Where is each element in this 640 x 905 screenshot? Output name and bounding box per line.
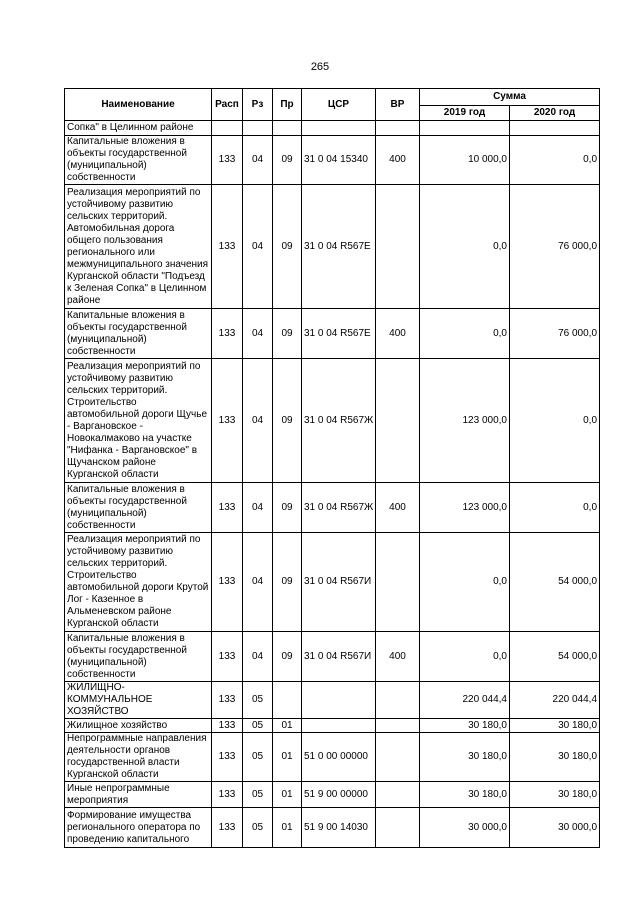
table-row: [65, 719, 600, 733]
cell-name: Жилищное хозяйство: [65, 719, 212, 733]
table-row: [65, 483, 600, 533]
cell-rz: 05: [243, 733, 273, 782]
cell-rz: 04: [243, 632, 273, 682]
cell-vr: 400: [376, 632, 420, 682]
budget-table: [64, 88, 600, 848]
cell-pr: 09: [273, 185, 302, 309]
cell-2019: 123 000,0: [420, 359, 510, 483]
page-number: 265: [310, 61, 330, 73]
cell-name: ЖИЛИЩНО-КОММУНАЛЬНОЕ ХОЗЯЙСТВО: [65, 682, 212, 719]
header-name: Наименование: [65, 89, 212, 121]
table-row: [65, 121, 600, 136]
cell-rasp: 133: [212, 533, 243, 632]
cell-rasp: 133: [212, 682, 243, 719]
cell-rasp: 133: [212, 483, 243, 533]
table-row: [65, 136, 600, 185]
cell-2020: 0,0: [510, 483, 600, 533]
cell-csr: [302, 682, 376, 719]
cell-rz: 05: [243, 782, 273, 808]
cell-2019: 220 044,4: [420, 682, 510, 719]
cell-name: Формирование имущества регионального оператора по проведению капитального: [65, 808, 212, 848]
cell-rasp: 133: [212, 733, 243, 782]
cell-vr: 400: [376, 483, 420, 533]
cell-rz: 04: [243, 185, 273, 309]
cell-rasp: 133: [212, 185, 243, 309]
cell-csr: 51 9 00 00000: [302, 782, 376, 808]
cell-2020: 30 000,0: [510, 808, 600, 848]
table-row: [65, 359, 600, 483]
cell-2020: 76 000,0: [510, 185, 600, 309]
cell-rasp: 133: [212, 782, 243, 808]
cell-pr: 01: [273, 808, 302, 848]
cell-2019: 30 180,0: [420, 719, 510, 733]
cell-rasp: 133: [212, 136, 243, 185]
header-vr: ВР: [376, 89, 420, 121]
cell-pr: 09: [273, 632, 302, 682]
cell-rasp: 133: [212, 719, 243, 733]
table-body: [65, 121, 600, 848]
cell-name: Капитальные вложения в объекты государственной (муниципальной) собственности: [65, 136, 212, 185]
table-row: [65, 185, 600, 309]
cell-2020: 30 180,0: [510, 782, 600, 808]
header-pr: Пр: [273, 89, 302, 121]
cell-csr: 31 0 04 R567Ж: [302, 359, 376, 483]
cell-pr: 09: [273, 309, 302, 359]
cell-pr: 01: [273, 782, 302, 808]
cell-vr: 400: [376, 309, 420, 359]
cell-rasp: [212, 121, 243, 136]
header-row: [65, 89, 600, 106]
header-csr: ЦСР: [302, 89, 376, 121]
cell-rz: 04: [243, 136, 273, 185]
cell-csr: 31 0 04 R567И: [302, 632, 376, 682]
cell-csr: 31 0 04 15340: [302, 136, 376, 185]
cell-pr: 09: [273, 533, 302, 632]
cell-2020: [510, 121, 600, 136]
cell-name: Иные непрограммные мероприятия: [65, 782, 212, 808]
table-row: [65, 682, 600, 719]
cell-csr: 51 0 00 00000: [302, 733, 376, 782]
cell-2019: 123 000,0: [420, 483, 510, 533]
cell-pr: 09: [273, 483, 302, 533]
cell-2020: 30 180,0: [510, 719, 600, 733]
cell-name: Реализация мероприятий по устойчивому развитию сельских территорий. Строительство автомобильной дороги Щучье - Варгановское - Новокалмаково на участке "Нифанка - Варгановское" в Щучанском районе Курганской области: [65, 359, 212, 483]
cell-vr: [376, 533, 420, 632]
header-rasp: Расп: [212, 89, 243, 121]
cell-csr: 31 0 04 R567Е: [302, 309, 376, 359]
cell-rasp: 133: [212, 632, 243, 682]
cell-rz: 05: [243, 808, 273, 848]
header-2019: 2019 год: [420, 106, 510, 121]
header-rz: Рз: [243, 89, 273, 121]
table-row: [65, 733, 600, 782]
cell-vr: [376, 719, 420, 733]
cell-2020: 54 000,0: [510, 533, 600, 632]
cell-csr: [302, 719, 376, 733]
cell-name: Капитальные вложения в объекты государственной (муниципальной) собственности: [65, 483, 212, 533]
cell-pr: 01: [273, 719, 302, 733]
cell-2020: 0,0: [510, 359, 600, 483]
table-row: [65, 309, 600, 359]
cell-csr: 51 9 00 14030: [302, 808, 376, 848]
cell-rasp: 133: [212, 309, 243, 359]
cell-csr: 31 0 04 R567Е: [302, 185, 376, 309]
cell-vr: [376, 782, 420, 808]
cell-rz: 04: [243, 359, 273, 483]
cell-2020: 0,0: [510, 136, 600, 185]
cell-vr: [376, 185, 420, 309]
cell-csr: 31 0 04 R567Ж: [302, 483, 376, 533]
cell-csr: [302, 121, 376, 136]
cell-vr: [376, 808, 420, 848]
cell-rasp: 133: [212, 359, 243, 483]
cell-2019: 30 000,0: [420, 808, 510, 848]
cell-name: Реализация мероприятий по устойчивому развитию сельских территорий. Строительство автомобильной дороги Крутой Лог - Казенное в Альменевском районе Курганской области: [65, 533, 212, 632]
cell-vr: [376, 359, 420, 483]
cell-2019: 0,0: [420, 533, 510, 632]
cell-vr: [376, 682, 420, 719]
cell-vr: 400: [376, 136, 420, 185]
cell-2019: 10 000,0: [420, 136, 510, 185]
table-row: [65, 808, 600, 848]
cell-rz: 05: [243, 682, 273, 719]
cell-name: Сопка" в Целинном районе: [65, 121, 212, 136]
cell-name: Непрограммные направления деятельности органов государственной власти Курганской области: [65, 733, 212, 782]
cell-2020: 54 000,0: [510, 632, 600, 682]
cell-pr: [273, 121, 302, 136]
cell-csr: 31 0 04 R567И: [302, 533, 376, 632]
cell-rz: 04: [243, 309, 273, 359]
cell-name: Капитальные вложения в объекты государственной (муниципальной) собственности: [65, 632, 212, 682]
cell-pr: 09: [273, 136, 302, 185]
header-2020: 2020 год: [510, 106, 600, 121]
cell-2019: 30 180,0: [420, 782, 510, 808]
cell-2020: 30 180,0: [510, 733, 600, 782]
cell-2019: 30 180,0: [420, 733, 510, 782]
cell-2020: 220 044,4: [510, 682, 600, 719]
cell-2019: 0,0: [420, 309, 510, 359]
cell-name: Капитальные вложения в объекты государственной (муниципальной) собственности: [65, 309, 212, 359]
cell-rz: 04: [243, 483, 273, 533]
cell-vr: [376, 121, 420, 136]
cell-pr: 09: [273, 359, 302, 483]
cell-rasp: 133: [212, 808, 243, 848]
cell-2019: 0,0: [420, 185, 510, 309]
table-row: [65, 632, 600, 682]
cell-pr: 01: [273, 733, 302, 782]
table-row: [65, 782, 600, 808]
cell-pr: [273, 682, 302, 719]
cell-name: Реализация мероприятий по устойчивому развитию сельских территорий. Автомобильная дорога общего пользования регионального или межмуниципального значения Курганской области "Подъезд к Зеленая Сопка" в Целинном районе: [65, 185, 212, 309]
cell-rz: 05: [243, 719, 273, 733]
cell-rz: [243, 121, 273, 136]
cell-2020: 76 000,0: [510, 309, 600, 359]
cell-2019: [420, 121, 510, 136]
table-row: [65, 533, 600, 632]
cell-vr: [376, 733, 420, 782]
cell-2019: 0,0: [420, 632, 510, 682]
header-sum: Сумма: [420, 89, 600, 106]
cell-rz: 04: [243, 533, 273, 632]
